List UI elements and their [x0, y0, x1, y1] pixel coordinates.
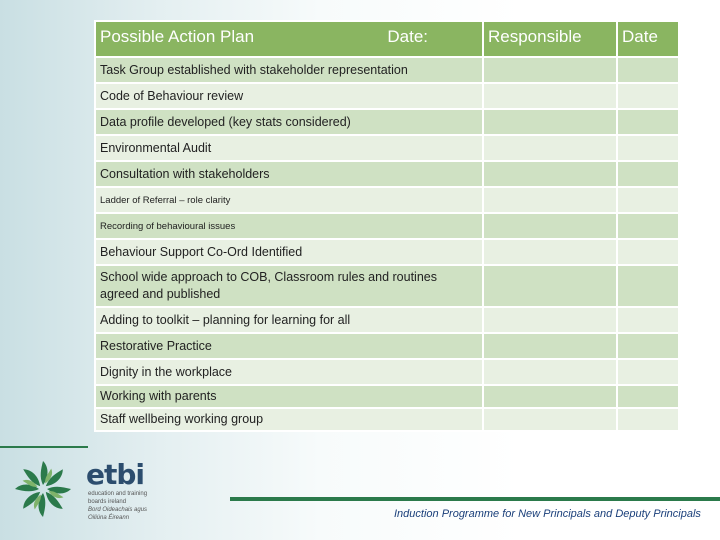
action-item-cell: Dignity in the workplace: [96, 360, 482, 384]
header-action-plan-title: Possible Action Plan: [100, 27, 255, 46]
table-row: [96, 162, 678, 186]
action-item-cell: Recording of behavioural issues: [96, 214, 482, 238]
action-item-cell: Working with parents: [96, 386, 482, 407]
table-row: [96, 360, 678, 384]
date-cell[interactable]: [618, 84, 678, 108]
action-item-cell: Ladder of Referral – role clarity: [96, 188, 482, 212]
responsible-cell[interactable]: [484, 110, 616, 134]
header-date: Date: [618, 22, 678, 56]
date-cell[interactable]: [618, 58, 678, 82]
date-cell[interactable]: [618, 214, 678, 238]
table-row: [96, 240, 678, 264]
date-cell[interactable]: [618, 240, 678, 264]
date-cell[interactable]: [618, 266, 678, 306]
logo-sub-line: education and training: [88, 491, 148, 497]
footer-divider-left: [0, 446, 88, 448]
table-row: [96, 308, 678, 332]
date-cell[interactable]: [618, 136, 678, 160]
responsible-cell[interactable]: [484, 266, 616, 306]
table-row: [96, 84, 678, 108]
responsible-cell[interactable]: [484, 240, 616, 264]
header-responsible: Responsible: [484, 22, 616, 56]
action-item-cell: Behaviour Support Co-Ord Identified: [96, 240, 482, 264]
table-row: [96, 214, 678, 238]
date-cell[interactable]: [618, 110, 678, 134]
logo-sub-line: Bord Oideachais agus: [88, 507, 148, 513]
action-item-cell: Code of Behaviour review: [96, 84, 482, 108]
table-row: [96, 58, 678, 82]
responsible-cell[interactable]: [484, 188, 616, 212]
logo-sub-line: Oiliúna Éireann: [88, 515, 130, 521]
logo-subtitle: [88, 490, 198, 522]
table-row: [96, 266, 678, 306]
responsible-cell[interactable]: [484, 58, 616, 82]
action-item-cell: School wide approach to COB, Classroom rules and routines agreed and published: [96, 266, 482, 306]
table-row: [96, 334, 678, 358]
date-cell[interactable]: [618, 360, 678, 384]
action-item-cell: Data profile developed (key stats considered): [96, 110, 482, 134]
responsible-cell[interactable]: [484, 84, 616, 108]
date-cell[interactable]: [618, 162, 678, 186]
etbi-logo-icon: [12, 458, 74, 520]
action-item-cell: Staff wellbeing working group: [96, 409, 482, 430]
action-plan-table: [94, 20, 680, 432]
footer-divider: [230, 497, 720, 501]
table-row: [96, 136, 678, 160]
footer-caption: Induction Programme for New Principals and Deputy Principals: [394, 508, 701, 520]
date-cell[interactable]: [618, 386, 678, 407]
logo-wordmark: etbi: [86, 458, 145, 491]
action-item-cell: Environmental Audit: [96, 136, 482, 160]
responsible-cell[interactable]: [484, 386, 616, 407]
action-item-cell: Adding to toolkit – planning for learning for all: [96, 308, 482, 332]
responsible-cell[interactable]: [484, 360, 616, 384]
responsible-cell[interactable]: [484, 308, 616, 332]
date-cell[interactable]: [618, 409, 678, 430]
table-row: [96, 409, 678, 430]
date-cell[interactable]: [618, 308, 678, 332]
date-cell[interactable]: [618, 188, 678, 212]
responsible-cell[interactable]: [484, 334, 616, 358]
action-item-cell: Consultation with stakeholders: [96, 162, 482, 186]
responsible-cell[interactable]: [484, 214, 616, 238]
responsible-cell[interactable]: [484, 162, 616, 186]
action-item-cell: Task Group established with stakeholder representation: [96, 58, 482, 82]
header-action-plan: [96, 22, 482, 56]
action-item-cell: Restorative Practice: [96, 334, 482, 358]
table-row: [96, 188, 678, 212]
table-row: [96, 110, 678, 134]
date-cell[interactable]: [618, 334, 678, 358]
table-header-row: [96, 22, 678, 56]
header-date-label: Date:: [387, 27, 428, 46]
logo-sub-line: boards ireland: [88, 499, 127, 505]
responsible-cell[interactable]: [484, 409, 616, 430]
responsible-cell[interactable]: [484, 136, 616, 160]
table-row: [96, 386, 678, 407]
